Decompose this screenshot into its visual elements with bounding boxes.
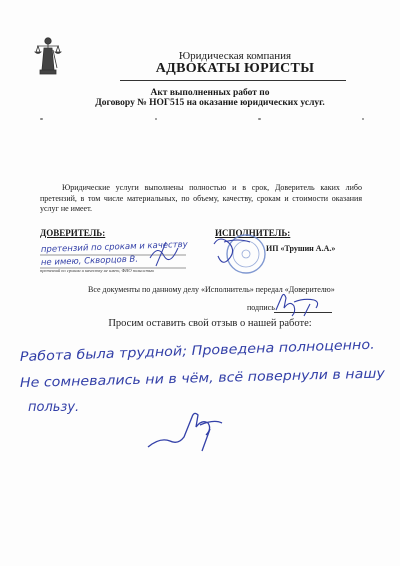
header-divider	[120, 80, 346, 81]
body-paragraph: Юридические услуги выполнены полностью и в срок, Доверитель каких либо претензий, в том числе материальных, по объему, качеству, срокам и стоимости оказания услуг не имеет.	[40, 183, 362, 213]
scan-speck	[258, 118, 261, 120]
lady-justice-icon	[33, 34, 63, 78]
documents-transfer-text: Все документы по данному делу «Исполнитель» передал «Доверителю»	[88, 285, 335, 294]
company-stamp	[210, 232, 280, 274]
principal-label: ДОВЕРИТЕЛЬ:	[40, 228, 106, 238]
act-subtitle: Договору № НОГ515 на оказание юридических услуг.	[95, 98, 325, 108]
company-subtitle: Юридическая компания	[178, 50, 292, 62]
signature-label: подпись	[247, 303, 275, 312]
company-name: АДВОКАТЫ ЮРИСТЫ	[155, 61, 315, 76]
client-review-signature	[140, 407, 230, 457]
principal-handwritten-line2: не имею, Скворцов В.	[40, 254, 139, 268]
review-line-3: пользу.	[28, 400, 80, 415]
scan-speck	[155, 118, 157, 120]
executor-name: ИП «Трушин А.А.»	[266, 244, 336, 253]
principal-handwritten-line1: претензий по срокам и качеству	[40, 239, 188, 255]
act-title: Акт выполненных работ по	[150, 88, 270, 98]
scan-speck	[362, 118, 364, 120]
principal-note: претензий по срокам и качеству не имею, ФИО полностью	[40, 268, 155, 273]
review-line-2: Не сомневались ни в чём, всё повернули в нашу	[19, 367, 354, 391]
client-signature	[270, 290, 330, 318]
scan-speck	[40, 118, 43, 120]
review-line-1: Работа была трудной; Проведена полноценно.	[19, 338, 343, 365]
executor-label: ИСПОЛНИТЕЛЬ:	[215, 228, 291, 238]
review-prompt: Просим оставить свой отзыв о нашей работе:	[108, 318, 312, 329]
